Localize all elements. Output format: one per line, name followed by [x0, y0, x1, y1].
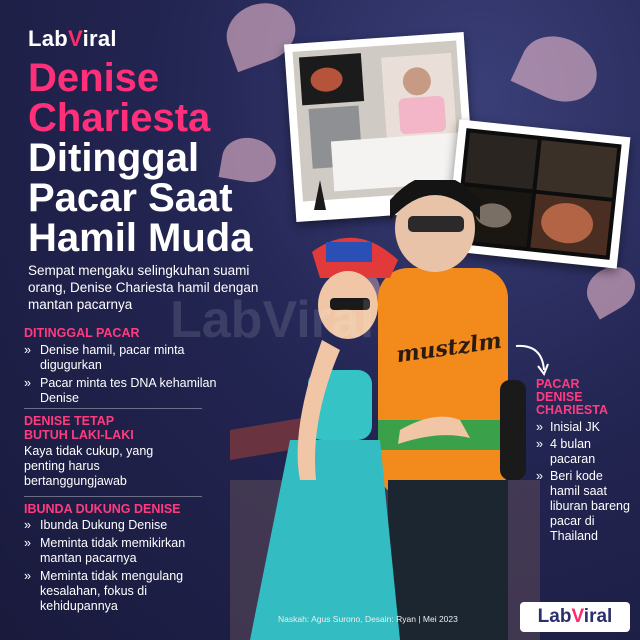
headline-line: Pacar Saat — [28, 176, 233, 220]
headline-name — [28, 58, 210, 138]
logo-v-mark: V — [571, 606, 584, 627]
shirt-print: mustzlm — [394, 327, 504, 369]
logo-text: iral — [583, 606, 613, 627]
headline-topic — [28, 138, 252, 258]
bullet-item: » Ibunda Dukung Denise — [24, 518, 224, 533]
couple-photo — [230, 180, 540, 640]
brand-logo — [28, 26, 117, 52]
bullet-item: » Meminta tidak mengulang kesalahan, fokus di kehidupannya — [24, 569, 190, 614]
section-heading-line: IBUNDA DUKUNG DENISE — [24, 502, 181, 516]
section-heading-line: PACAR — [536, 377, 580, 391]
logo-text: Lab — [28, 26, 69, 51]
subtitle: Sempat mengaku selingkuhan suami orang, Denise Chariesta hamil dengan mantan pacarnya — [28, 263, 259, 312]
bullet-item: » Meminta tidak memikirkan mantan pacarnya — [24, 536, 224, 566]
petal-decoration — [511, 24, 608, 113]
bullet-item: » 4 bulan pacaran — [536, 437, 636, 467]
headline-line: Ditinggal — [28, 136, 200, 180]
credit-line: Naskah: Agus Surono, Desain: Ryan | Mei 2023 — [278, 614, 458, 624]
section-text: Kaya tidak cukup, yang penting harus bertanggungjawab — [24, 444, 154, 488]
section-heading-line: DENISE — [536, 390, 583, 404]
right-section-heading — [536, 378, 608, 417]
headline-line: Hamil Muda — [28, 216, 253, 260]
curved-arrow-icon — [512, 340, 552, 380]
logo-text: Lab — [537, 606, 572, 627]
logo-text: iral — [82, 26, 117, 51]
headline-line: Chariesta — [28, 96, 211, 140]
section-heading-line: CHARIESTA — [536, 403, 608, 417]
bullet-item: » Denise hamil, pacar minta digugurkan — [24, 343, 224, 373]
logo-v-mark: V — [68, 26, 83, 51]
headline-line: Denise — [28, 56, 160, 100]
section-divider — [24, 496, 202, 497]
right-bullet-list — [536, 420, 636, 546]
section-divider — [24, 408, 202, 409]
section-heading-line: DENISE TETAP — [24, 414, 115, 428]
section-bullet-list — [24, 518, 224, 617]
section-heading — [24, 326, 140, 340]
bullet-item: » Inisial JK — [536, 420, 636, 435]
bullet-item: » Pacar minta tes DNA kehamilan Denise — [24, 376, 224, 406]
watermark: LabViral — [170, 291, 375, 349]
section-heading-line: DITINGGAL PACAR — [24, 326, 140, 340]
section-heading — [24, 502, 181, 516]
bullet-item: » Beri kode hamil saat liburan bareng pacar di Thailand — [536, 469, 636, 544]
section-heading-line: BUTUH LAKI-LAKI — [24, 428, 134, 442]
brand-logo-footer — [520, 602, 630, 632]
section-bullet-list — [24, 343, 224, 409]
section-heading — [24, 414, 134, 442]
